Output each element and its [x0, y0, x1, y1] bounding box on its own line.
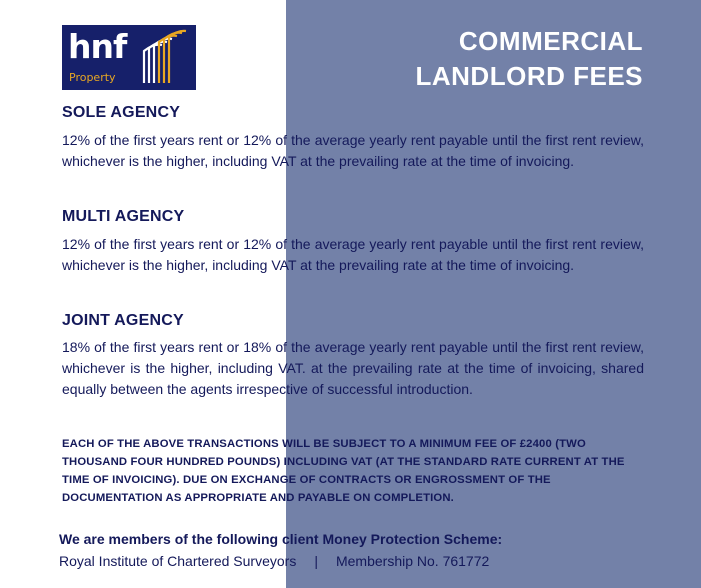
sole-agency-text: 12% of the first years rent or 12% of the average yearly rent payable until the first rent review, whichever is the higher, including VAT at the prevailing rate at the time of invoicing. [62, 132, 644, 169]
title-line-2: LANDLORD FEES [415, 61, 643, 91]
membership-details [59, 553, 489, 569]
joint-agency-heading: JOINT AGENCY [62, 312, 184, 329]
logo-subtitle: Property [69, 71, 116, 84]
scheme-name: Royal Institute of Chartered Surveyors [59, 553, 297, 569]
membership-number: Membership No. 761772 [335, 553, 490, 569]
company-logo [62, 25, 196, 90]
membership-heading: We are members of the following client Money Protection Scheme: [59, 531, 503, 547]
sole-agency-heading: SOLE AGENCY [62, 104, 181, 121]
multi-agency-text: 12% of the first years rent or 12% of the average yearly rent payable until the first rent review, whichever is the higher, including VAT at the prevailing rate at the time of invoicing. [62, 236, 644, 273]
minimum-fee-notice: EACH OF THE ABOVE TRANSACTIONS WILL BE SUBJECT TO A MINIMUM FEE OF £2400 (TWO THOUSAND FOUR HUNDRED POUNDS) INCLUDING VAT (AT THE STANDARD RATE CURRENT AT THE TIME OF INVOICING). DUE ON EXCHANGE OF CONTRACTS OR ENGROSSMENT OF THE DOCUMENTATION AS APPROPRIATE AND PAYABLE ON COMPLETION. [62, 438, 625, 504]
joint-agency-text: 18% of the first years rent or 18% of the average yearly rent payable until the first rent review, whichever is the higher, including VAT. at the prevailing rate at the time of invoicing, shared equally between the agents irrespective of successful introduction. [62, 339, 644, 397]
page-title [416, 24, 644, 94]
multi-agency-heading: MULTI AGENCY [62, 208, 185, 225]
title-line-1: COMMERCIAL [458, 26, 643, 56]
logo-wordmark: hnf [68, 27, 127, 66]
building-stripes-icon [140, 29, 190, 85]
separator: | [314, 553, 318, 569]
